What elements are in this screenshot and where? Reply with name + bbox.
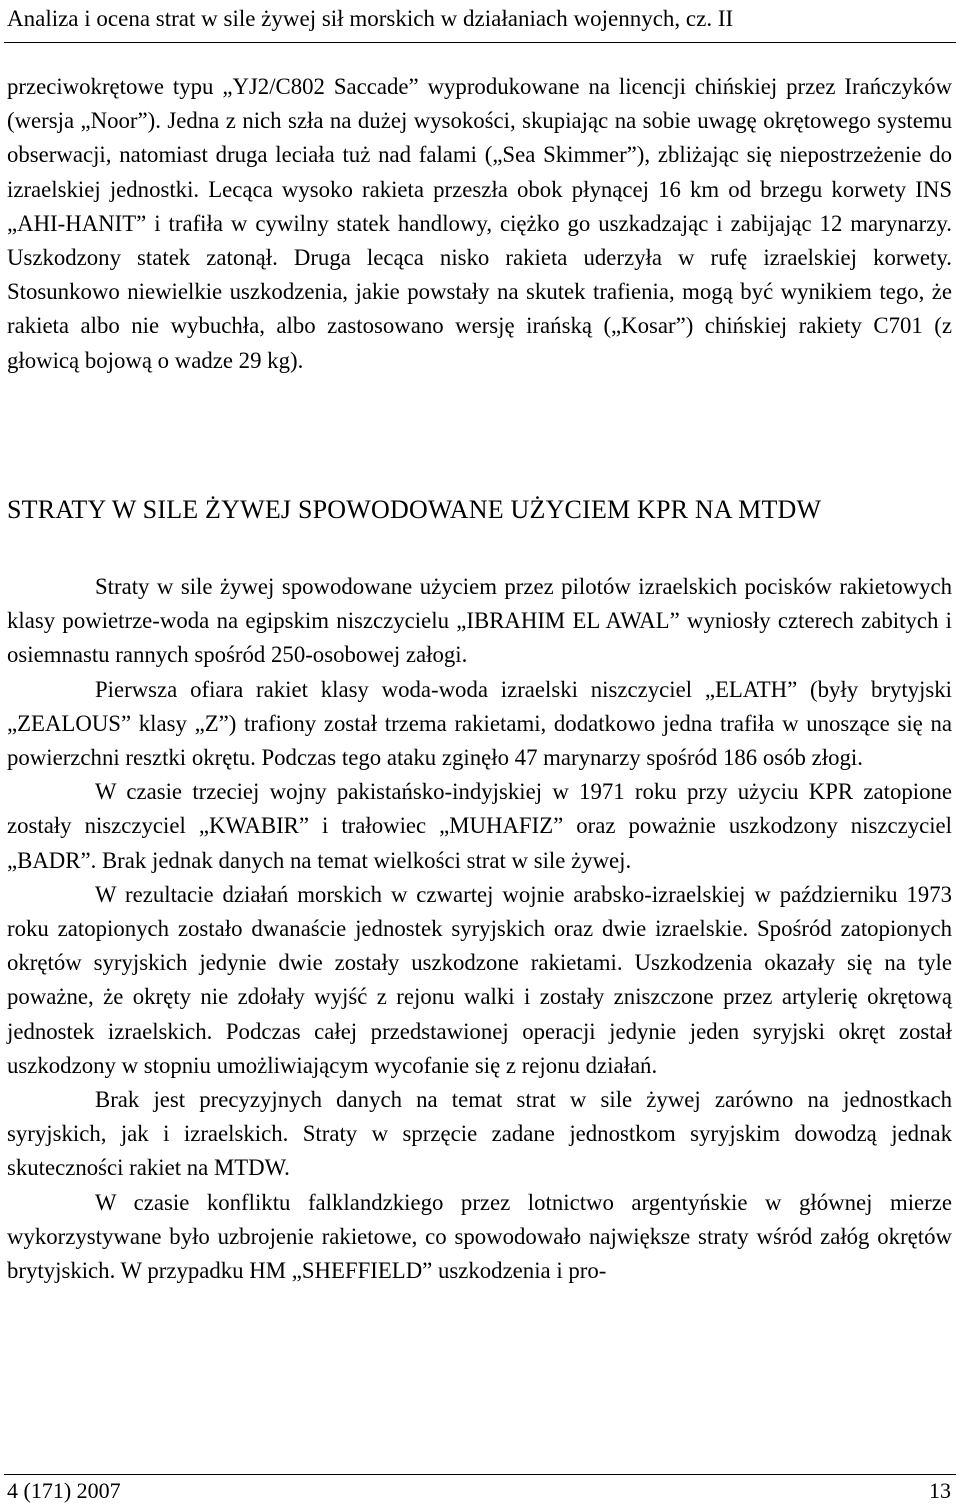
issue-number: 4 (171) 2007	[7, 1478, 121, 1503]
continued-paragraph: przeciwokrętowe typu „YJ2/C802 Saccade” wyprodukowane na licencji chińskiej przez Irańczyków (wersja „Noor”). Jedna z nich szła na dużej wysokości, skupiając na sobie uwagę okrętowego systemu obserwacji, natomiast druga leciała tuż nad falami („Sea Skimmer”), zbliżając się niepostrzeżenie do izraelskiej jednostki. Lecąca wysoko rakieta przeszła obok płynącej 16 km od brzegu korwety INS „AHI-HANIT” i trafiła w cywilny statek handlowy, ciężko go uszkadzając i zabijając 12 marynarzy. Uszkodzony statek zatonął. Druga lecąca nisko rakieta uderzyła w rufę izraelskiej korwety. Stosunkowo niewielkie uszkodzenia, jakie powstały na skutek trafienia, mogą być wynikiem tego, że rakieta albo nie wybuchła, albo zastosowano wersję irańską („Kosar”) chińskiej rakiety C701 (z głowicą bojową o wadze 29 kg).	[7, 74, 952, 373]
paragraph-5: Brak jest precyzyjnych danych na temat strat w sile żywej zarówno na jednostkach syryjskich, jak i izraelskich. Straty w sprzęcie zadane jednostkom syryjskim dowodzą jednak skuteczności rakiet na MTDW.	[7, 1087, 952, 1181]
paragraph-2: Pierwsza ofiara rakiet klasy woda-woda izraelski niszczyciel „ELATH” (były brytyjski „ZEALOUS” klasy „Z”) trafiony został trzema rakietami, dodatkowo jedna trafiła w unoszące się na powierzchni resztki okrętu. Podczas tego ataku zginęło 47 marynarzy spośród 186 osób złogi.	[7, 676, 952, 771]
paragraph-3: W czasie trzeciej wojny pakistańsko-indyjskiej w 1971 roku przy użyciu KPR zatopione zostały niszczyciel „KWABIR” i trałowiec „MUHAFIZ” oraz poważnie uszkodzony niszczyciel „BADR”. Brak jednak danych na temat wielkości strat w sile żywej.	[7, 779, 952, 873]
page-number: 13	[929, 1478, 951, 1503]
section-body	[7, 570, 952, 1288]
running-header: Analiza i ocena strat w sile żywej sił morskich w działaniach wojennych, cz. II	[7, 6, 734, 31]
header-rule	[4, 42, 956, 43]
paragraph-1: Straty w sile żywej spowodowane użyciem przez pilotów izraelskich pocisków rakietowych klasy powietrze-woda na egipskim niszczycielu „IBRAHIM EL AWAL” wyniosły czterech zabitych i osiemnastu rannych spośród 250-osobowej załogi.	[7, 574, 952, 668]
top-text-block	[7, 70, 952, 378]
paragraph-4: W rezultacie działań morskich w czwartej wojnie arabsko-izraelskiej w październiku 1973 roku zatopionych zostało dwanaście jednostek syryjskich oraz dwie izraelskie. Spośród zatopionych okrętów syryjskich jedynie dwie zostały uszkodzone rakietami. Uszkodzenia okazały się na tyle poważne, że okręty nie zdołały wyjść z rejonu walki i zostały zniszczone przez artylerię okrętową jednostek izraelskich. Podczas całej przedstawionej operacji jedynie jeden syryjski okręt został uszkodzony w stopniu umożliwiającym wycofanie się z rejonu działań.	[7, 881, 952, 1078]
paragraph-6: W czasie konfliktu falklandzkiego przez lotnictwo argentyńskie w głównej mierze wykorzystywane było uzbrojenie rakietowe, co spowodowało największe straty wśród załóg okrętów brytyjskich. W przypadku HM „SHEFFIELD” uszkodzenia i pro-	[7, 1189, 952, 1284]
section-heading: STRATY W SILE ŻYWEJ SPOWODOWANE UŻYCIEM KPR NA MTDW	[7, 495, 822, 524]
footer-rule	[4, 1474, 956, 1475]
